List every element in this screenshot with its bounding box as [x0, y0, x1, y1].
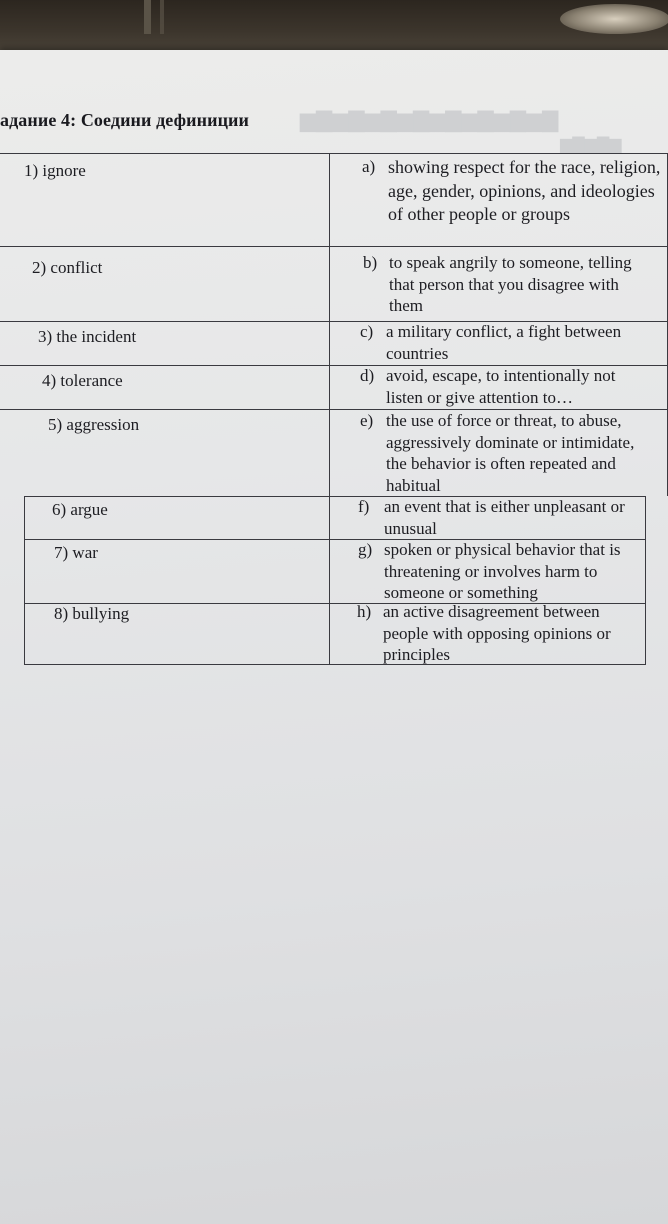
term-label: 3) the incident: [38, 327, 137, 346]
term-label: 7) war: [54, 543, 98, 562]
definition-text: an active disagreement between people with opposing opinions or principles: [383, 602, 611, 664]
definition-text: spoken or physical behavior that is threatening or involves harm to someone or something: [384, 540, 621, 602]
definition-text: to speak angrily to someone, telling that person that you disagree with them: [389, 253, 632, 315]
definition-letter: a): [362, 157, 376, 176]
term-label: 8) bullying: [54, 604, 130, 623]
task-heading: адание 4: Соедини дефиниции: [0, 110, 249, 130]
table-row: [0, 153, 668, 246]
definition: [363, 252, 653, 317]
definition-text: an event that is either unpleasant or unusual: [384, 497, 625, 538]
definition: [360, 410, 650, 496]
definition: [357, 601, 642, 666]
definition-letter: b): [363, 253, 378, 272]
definition-letter: g): [358, 540, 373, 559]
definition-letter: d): [360, 366, 375, 385]
term-label: 5) aggression: [48, 415, 140, 434]
definition-text: a military conflict, a fight between countries: [386, 322, 622, 363]
definition: [360, 321, 650, 364]
definition-text: the use of force or threat, to abuse, aggressively dominate or intimidate, the behavior is often repeated and habitual: [386, 411, 635, 495]
table-bottom-border: [24, 664, 646, 665]
definition-text: showing respect for the race, religion, age, gender, opinions, and ideologies of other people or groups: [388, 157, 661, 224]
photo-background-top: [0, 0, 668, 52]
background-object: [160, 0, 164, 34]
bleed-through-mark: ▆▇▆▇▆: [560, 136, 622, 153]
definition: [358, 496, 643, 539]
term-label: 6) argue: [52, 500, 108, 519]
term-label: 1) ignore: [24, 161, 86, 180]
table-row: [0, 539, 668, 603]
definition-letter: f): [358, 497, 370, 516]
definition-letter: h): [357, 602, 372, 621]
definition-text: avoid, escape, to intentionally not listen or give attention to…: [386, 366, 616, 407]
definition: [362, 156, 662, 227]
bleed-through-mark: ▇▆▇▆▇▆▇▆▇▆▇▆▇▆▇▆: [300, 108, 559, 132]
background-object: [144, 0, 151, 34]
table-row: [0, 603, 668, 664]
table-row: [0, 246, 668, 321]
table-row: [0, 409, 668, 496]
definition-letter: e): [360, 411, 374, 430]
table-row: [0, 321, 668, 365]
table-left-border: [24, 496, 25, 664]
definition: [360, 365, 650, 408]
table-row: [0, 365, 668, 409]
term-label: 4) tolerance: [42, 371, 123, 390]
definition-letter: c): [360, 322, 374, 341]
background-light: [560, 4, 668, 34]
term-label: 2) conflict: [32, 258, 103, 277]
definition: [358, 539, 643, 604]
table-row: [0, 496, 668, 539]
